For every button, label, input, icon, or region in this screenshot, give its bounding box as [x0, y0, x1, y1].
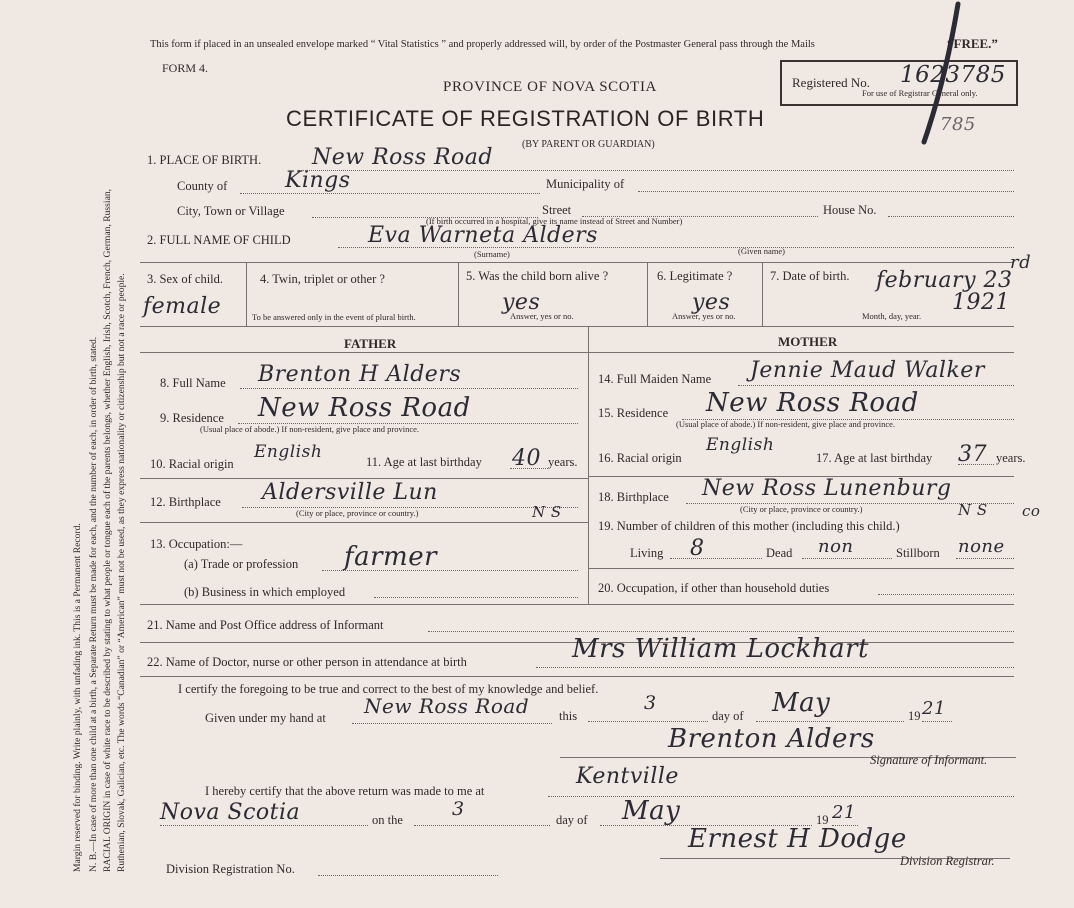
- informant-signature: Brenton Alders: [668, 724, 875, 754]
- side-note-nb: N. B.—In case of more than one child at a birth, a Separate Return must be made for each, and the number of each, in order of birth, stated.: [88, 336, 99, 872]
- return-year-value: 21: [832, 802, 856, 823]
- alive-note: Answer, yes or no.: [510, 311, 574, 321]
- day-value: 3: [644, 692, 657, 714]
- county-line: [240, 193, 540, 194]
- county-value: Kings: [285, 168, 351, 193]
- mother-birthplace-value: New Ross Lunenburg: [702, 476, 952, 501]
- mother-name-line: [738, 385, 1014, 386]
- date-note: Month, day, year.: [862, 311, 922, 321]
- side-note-binding: Margin reserved for binding. Write plainly, with unfading ink. This is a Permanent Record.: [72, 523, 83, 872]
- given-place-line: [352, 723, 552, 724]
- house-label: House No.: [823, 203, 877, 217]
- registrar-signature: Ernest H Dodge: [688, 824, 907, 854]
- father-name-value: Brenton H Alders: [258, 362, 462, 387]
- mother-birthplace-label: 18. Birthplace: [598, 490, 669, 504]
- return-day-value: 3: [452, 798, 465, 820]
- county-label: County of: [177, 179, 228, 193]
- father-residence-note: (Usual place of abode.) If non-resident, give place and province.: [200, 424, 420, 434]
- month-line: [756, 721, 904, 722]
- mother-years-label: years.: [996, 451, 1026, 465]
- parents-bottom-rule: [140, 604, 1014, 605]
- division-registration-label: Division Registration No.: [166, 862, 295, 876]
- place-of-birth-value: New Ross Road: [312, 145, 493, 170]
- child-name-value: Eva Warneta Alders: [368, 223, 598, 248]
- side-note-racial-1: RACIAL ORIGIN in case of white race to be described by stating to what people or tongue each of the parents belongs, whether English, Irish, Scotch, French, German, Russian,: [102, 188, 113, 872]
- pen-stroke-mark: [900, 0, 970, 150]
- living-value: 8: [690, 536, 705, 561]
- mother-children-label: 19. Number of children of this mother (including this child.): [598, 519, 900, 533]
- sex-label: 3. Sex of child.: [147, 272, 224, 286]
- year-line: [922, 721, 952, 722]
- mother-occupation-line: [878, 594, 1014, 595]
- father-heading: FATHER: [344, 336, 397, 351]
- doctor-line: [536, 667, 1014, 668]
- stillborn-label: Stillborn: [896, 546, 940, 560]
- on-the-label: on the: [372, 813, 403, 827]
- father-trade-label: (a) Trade or profession: [184, 557, 299, 571]
- parents-heading-rule: [140, 352, 1014, 353]
- dead-line: [802, 558, 892, 559]
- doctor-rule: [140, 676, 1014, 677]
- mother-name-value: Jennie Maud Walker: [750, 358, 985, 383]
- city-label: City, Town or Village: [177, 204, 285, 218]
- page-title: CERTIFICATE OF REGISTRATION OF BIRTH: [286, 106, 765, 131]
- return-label: I hereby certify that the above return was made to me at: [205, 784, 485, 798]
- house-line: [888, 216, 1014, 217]
- father-birthplace-value: Aldersville Lun: [262, 480, 438, 505]
- stillborn-value: none: [958, 536, 1005, 557]
- surname-note: (Surname): [474, 249, 510, 259]
- form-number: FORM 4.: [162, 61, 209, 75]
- hospital-note: (If birth occurred in a hospital, give its name instead of Street and Number): [426, 216, 683, 226]
- legitimate-value: yes: [692, 290, 731, 315]
- father-age-value: 40: [512, 446, 541, 471]
- father-age-label: 11. Age at last birthday: [366, 455, 482, 469]
- mother-heading: MOTHER: [778, 334, 838, 349]
- dead-label: Dead: [766, 546, 793, 560]
- father-business-label: (b) Business in which employed: [184, 585, 346, 599]
- province-line: [160, 825, 368, 826]
- page-subtitle: (BY PARENT OR GUARDIAN): [522, 139, 655, 150]
- municipality-label: Municipality of: [546, 177, 625, 191]
- certify-line: I certify the foregoing to be true and correct to the best of my knowledge and belief.: [178, 682, 599, 696]
- division-registration-line: [318, 875, 498, 876]
- place-of-birth-label: 1. PLACE OF BIRTH.: [147, 153, 262, 167]
- sex-value: female: [143, 294, 222, 319]
- twin-label: 4. Twin, triplet or other ?: [260, 272, 385, 286]
- date-of-birth-suffix: rd: [1010, 252, 1032, 273]
- row3-top-rule: [140, 262, 1014, 263]
- stillborn-line: [956, 558, 1014, 559]
- father-birthplace-label: 12. Birthplace: [150, 495, 221, 509]
- mother-occupation-label: 20. Occupation, if other than household duties: [598, 581, 830, 595]
- father-birthplace-extra: N S: [532, 503, 562, 521]
- return-day-line: [414, 825, 550, 826]
- given-under-label: Given under my hand at: [205, 711, 326, 725]
- mother-age-label: 17. Age at last birthday: [816, 451, 933, 465]
- informant-line: [428, 631, 1014, 632]
- province-heading: PROVINCE OF NOVA SCOTIA: [443, 79, 657, 95]
- free-label: “FREE.”: [947, 36, 998, 51]
- row3-bottom-rule: [140, 326, 1014, 327]
- given-place-value: New Ross Road: [364, 694, 530, 718]
- twin-note: To be answered only in the event of plural birth.: [252, 312, 416, 322]
- mother-birthplace-note: (City or place, province or country.): [740, 504, 863, 514]
- return-place-line: [548, 796, 1014, 797]
- alive-label: 5. Was the child born alive ?: [466, 269, 609, 283]
- street-label: Street: [542, 203, 572, 217]
- registered-label: Registered No.: [792, 75, 870, 90]
- signature-label: Signature of Informant.: [870, 753, 988, 767]
- father-name-label: 8. Full Name: [160, 376, 226, 390]
- year-of-birth-value: 1921: [952, 290, 1010, 315]
- father-racial-label: 10. Racial origin: [150, 457, 234, 471]
- side-note-racial-2: Ruthenian, Slovak, Galician, etc. The words “Canadian” or “American” must not be used, as they express nationality or citizenship but not a race or people.: [116, 273, 127, 872]
- mother-birthplace-extra-2: co: [1022, 502, 1041, 520]
- mother-children-rule: [588, 568, 1014, 569]
- mother-residence-value: New Ross Road: [706, 388, 919, 418]
- year-prefix: 19: [908, 709, 921, 723]
- father-birthplace-note: (City or place, province or country.): [296, 508, 419, 518]
- parents-divider: [588, 326, 589, 604]
- year-value: 21: [922, 698, 946, 719]
- corner-mark: 785: [940, 114, 976, 135]
- mother-name-label: 14. Full Maiden Name: [598, 372, 712, 386]
- return-day-of-label: day of: [556, 813, 588, 827]
- father-residence-label: 9. Residence: [160, 411, 224, 425]
- father-trade-value: farmer: [344, 542, 438, 572]
- father-name-line: [240, 388, 578, 389]
- informant-label: 21. Name and Post Office address of Informant: [147, 618, 384, 632]
- father-racial-value: English: [254, 442, 323, 462]
- day-line: [588, 721, 708, 722]
- registrar-use-note: For use of Registrar General only.: [862, 88, 978, 98]
- mother-racial-value: English: [706, 435, 775, 455]
- father-racial-rule: [140, 478, 588, 479]
- province-value: Nova Scotia: [160, 800, 301, 825]
- date-of-birth-label: 7. Date of birth.: [770, 269, 850, 283]
- row3-divider-3: [647, 262, 648, 326]
- mother-racial-label: 16. Racial origin: [598, 451, 682, 465]
- registered-number: 1623785: [900, 62, 1006, 88]
- doctor-label: 22. Name of Doctor, nurse or other person in attendance at birth: [147, 655, 467, 669]
- registrar-label: Division Registrar.: [900, 854, 995, 868]
- father-years-label: years.: [548, 455, 578, 469]
- father-business-line: [374, 597, 578, 598]
- day-of-label: day of: [712, 709, 744, 723]
- date-of-birth-value: february 23: [876, 268, 1013, 293]
- municipality-line: [638, 191, 1014, 192]
- dead-value: non: [818, 536, 854, 557]
- living-label: Living: [630, 546, 664, 560]
- doctor-value: Mrs William Lockhart: [572, 634, 869, 664]
- child-name-label: 2. FULL NAME OF CHILD: [147, 233, 291, 247]
- father-occupation-label: 13. Occupation:—: [150, 537, 243, 551]
- legitimate-label: 6. Legitimate ?: [657, 269, 733, 283]
- postal-notice: This form if placed in an unsealed envelope marked “ Vital Statistics ” and properly addressed will, by order of the Postmaster General pass through the Mails: [150, 39, 815, 50]
- row3-divider-4: [762, 262, 763, 326]
- month-value: May: [772, 688, 831, 718]
- legitimate-note: Answer, yes or no.: [672, 311, 736, 321]
- given-name-note: (Given name): [738, 246, 785, 256]
- return-month-value: May: [622, 796, 681, 826]
- place-of-birth-line: [298, 170, 1014, 171]
- mother-residence-label: 15. Residence: [598, 406, 669, 420]
- alive-value: yes: [502, 290, 541, 315]
- mother-age-value: 37: [958, 442, 987, 467]
- living-line: [670, 558, 762, 559]
- father-residence-value: New Ross Road: [258, 393, 471, 423]
- return-year-prefix: 19: [816, 813, 829, 827]
- row3-divider-2: [458, 262, 459, 326]
- mother-residence-note: (Usual place of abode.) If non-resident, give place and province.: [676, 419, 896, 429]
- return-place-value: Kentville: [576, 764, 679, 789]
- row3-divider-1: [246, 262, 247, 326]
- mother-birthplace-extra: N S: [958, 501, 988, 519]
- this-label: this: [559, 709, 578, 723]
- father-birthplace-rule: [140, 522, 588, 523]
